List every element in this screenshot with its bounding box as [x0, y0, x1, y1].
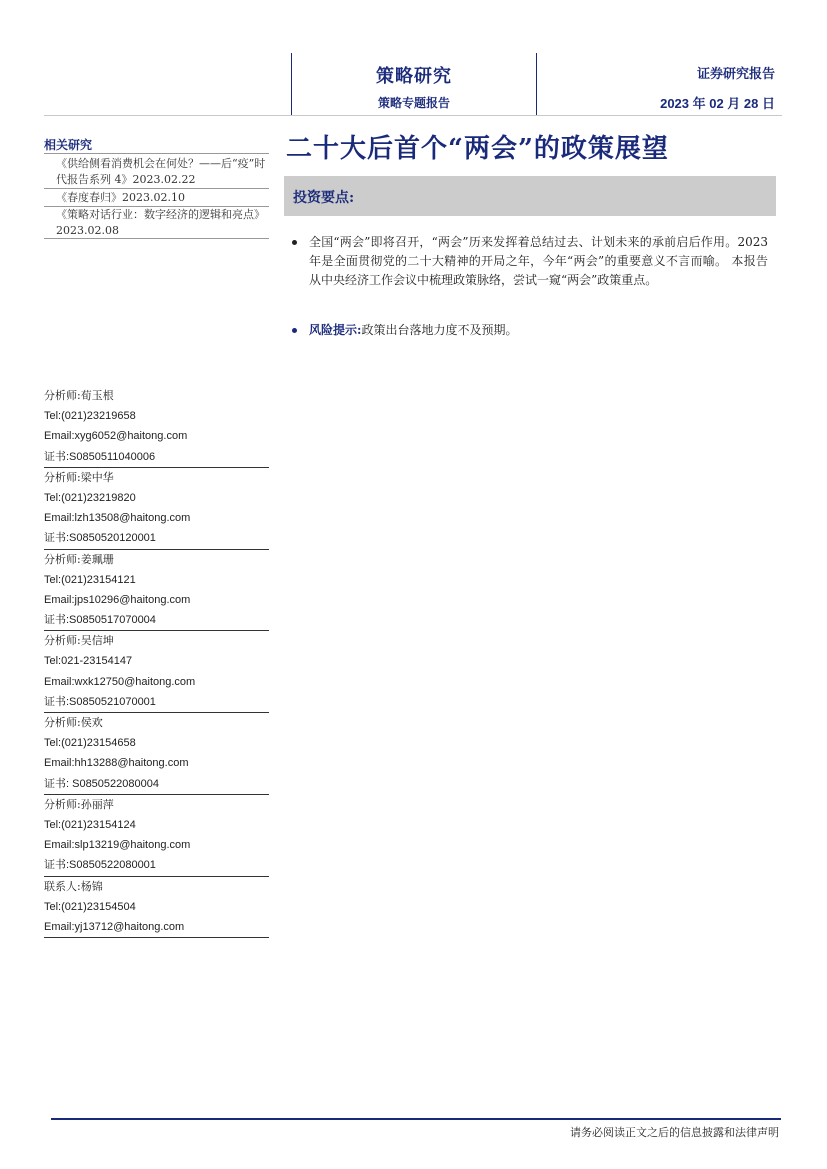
- header-rule: [44, 115, 782, 116]
- bullet-dot-icon: [292, 328, 297, 333]
- analyst-email[interactable]: Email:lzh13508@haitong.com: [44, 512, 191, 525]
- related-divider: [44, 188, 269, 189]
- related-divider: [44, 153, 269, 154]
- report-title: 二十大后首个“两会”的政策展望: [286, 134, 669, 164]
- related-item-2[interactable]: 《春度春归》2023.02.10: [56, 191, 185, 204]
- risk-text: 政策出台落地力度不及预期。: [361, 323, 518, 337]
- analyst-tel: Tel:(021)23154124: [44, 818, 136, 831]
- header-divider-right: [536, 53, 537, 115]
- header-category: 策略研究: [376, 66, 452, 87]
- analyst-name: 分析师:侯欢: [44, 716, 103, 729]
- analyst-tel: Tel:(021)23219820: [44, 491, 136, 504]
- header-report-type: 证券研究报告: [696, 67, 775, 82]
- analyst-email[interactable]: Email:hh13288@haitong.com: [44, 757, 189, 770]
- key-points-label: 投资要点:: [293, 190, 355, 206]
- analyst-list: [44, 386, 269, 938]
- key-point-text: 全国“两会”即将召开，“两会”历来发挥着总结过去、计划未来的承前启后作用。2023 年是全面贯彻党的二十大精神的开局之年，今年“两会”的重要意义不言而喻。 本报告从中央经济工作会议中梳理政策脉络，尝试一窥“两会”政策重点。: [309, 235, 768, 287]
- key-point-bullet: [292, 233, 768, 290]
- analyst-cert: 证书:S0850520120001: [44, 532, 156, 545]
- header-date: 2023 年 02 月 28 日: [660, 96, 775, 111]
- analyst-name: 分析师:吴信坤: [44, 634, 114, 648]
- analyst-tel: Tel:(021)23219658: [44, 410, 136, 423]
- analyst-email[interactable]: Email:xyg6052@haitong.com: [44, 430, 188, 443]
- analyst-cert: 证书:S0850522080001: [44, 859, 156, 872]
- analyst-name: 分析师:姜珮珊: [44, 552, 114, 566]
- analyst-name: 分析师:荀玉根: [44, 389, 114, 402]
- key-points-bar: [284, 176, 776, 216]
- contact-email[interactable]: Email:yj13712@haitong.com: [44, 920, 185, 933]
- analyst-name: 分析师:梁中华: [44, 470, 114, 484]
- analyst-cert: 证书: S0850522080004: [44, 777, 159, 790]
- analyst-email[interactable]: Email:wxk12750@haitong.com: [44, 675, 196, 688]
- related-research-title: 相关研究: [44, 138, 93, 152]
- analyst-email[interactable]: Email:jps10296@haitong.com: [44, 593, 191, 606]
- related-item-3[interactable]: 《策略对话行业：数字经济的逻辑和亮点》2023.02.08: [56, 208, 265, 237]
- analyst-tel: Tel:(021)23154658: [44, 737, 136, 750]
- contact-name: 联系人:杨锦: [44, 879, 103, 893]
- risk-label: 风险提示:: [309, 323, 362, 337]
- analyst-tel: Tel:(021)23154121: [44, 573, 136, 586]
- analyst-name: 分析师:孙丽萍: [44, 797, 114, 811]
- analyst-email[interactable]: Email:slp13219@haitong.com: [44, 839, 191, 852]
- analyst-divider: [44, 937, 269, 938]
- related-item-1[interactable]: 《供给侧看消费机会在何处？——后“疫”时代报告系列 4》2023.02.22: [56, 157, 266, 186]
- footer-disclaimer: 请务必阅读正文之后的信息披露和法律声明: [570, 1126, 779, 1139]
- analyst-cert: 证书:S0850511040006: [44, 450, 156, 463]
- footer-rule: [51, 1118, 781, 1120]
- related-divider: [44, 238, 269, 239]
- contact-tel: Tel:(021)23154504: [44, 900, 136, 913]
- analyst-cert: 证书:S0850517070004: [44, 614, 156, 627]
- bullet-dot-icon: [292, 240, 297, 245]
- analyst-tel: Tel:021-23154147: [44, 655, 133, 668]
- risk-bullet: [292, 321, 768, 340]
- header-sub-category: 策略专题报告: [377, 96, 450, 110]
- analyst-cert: 证书:S0850521070001: [44, 695, 156, 708]
